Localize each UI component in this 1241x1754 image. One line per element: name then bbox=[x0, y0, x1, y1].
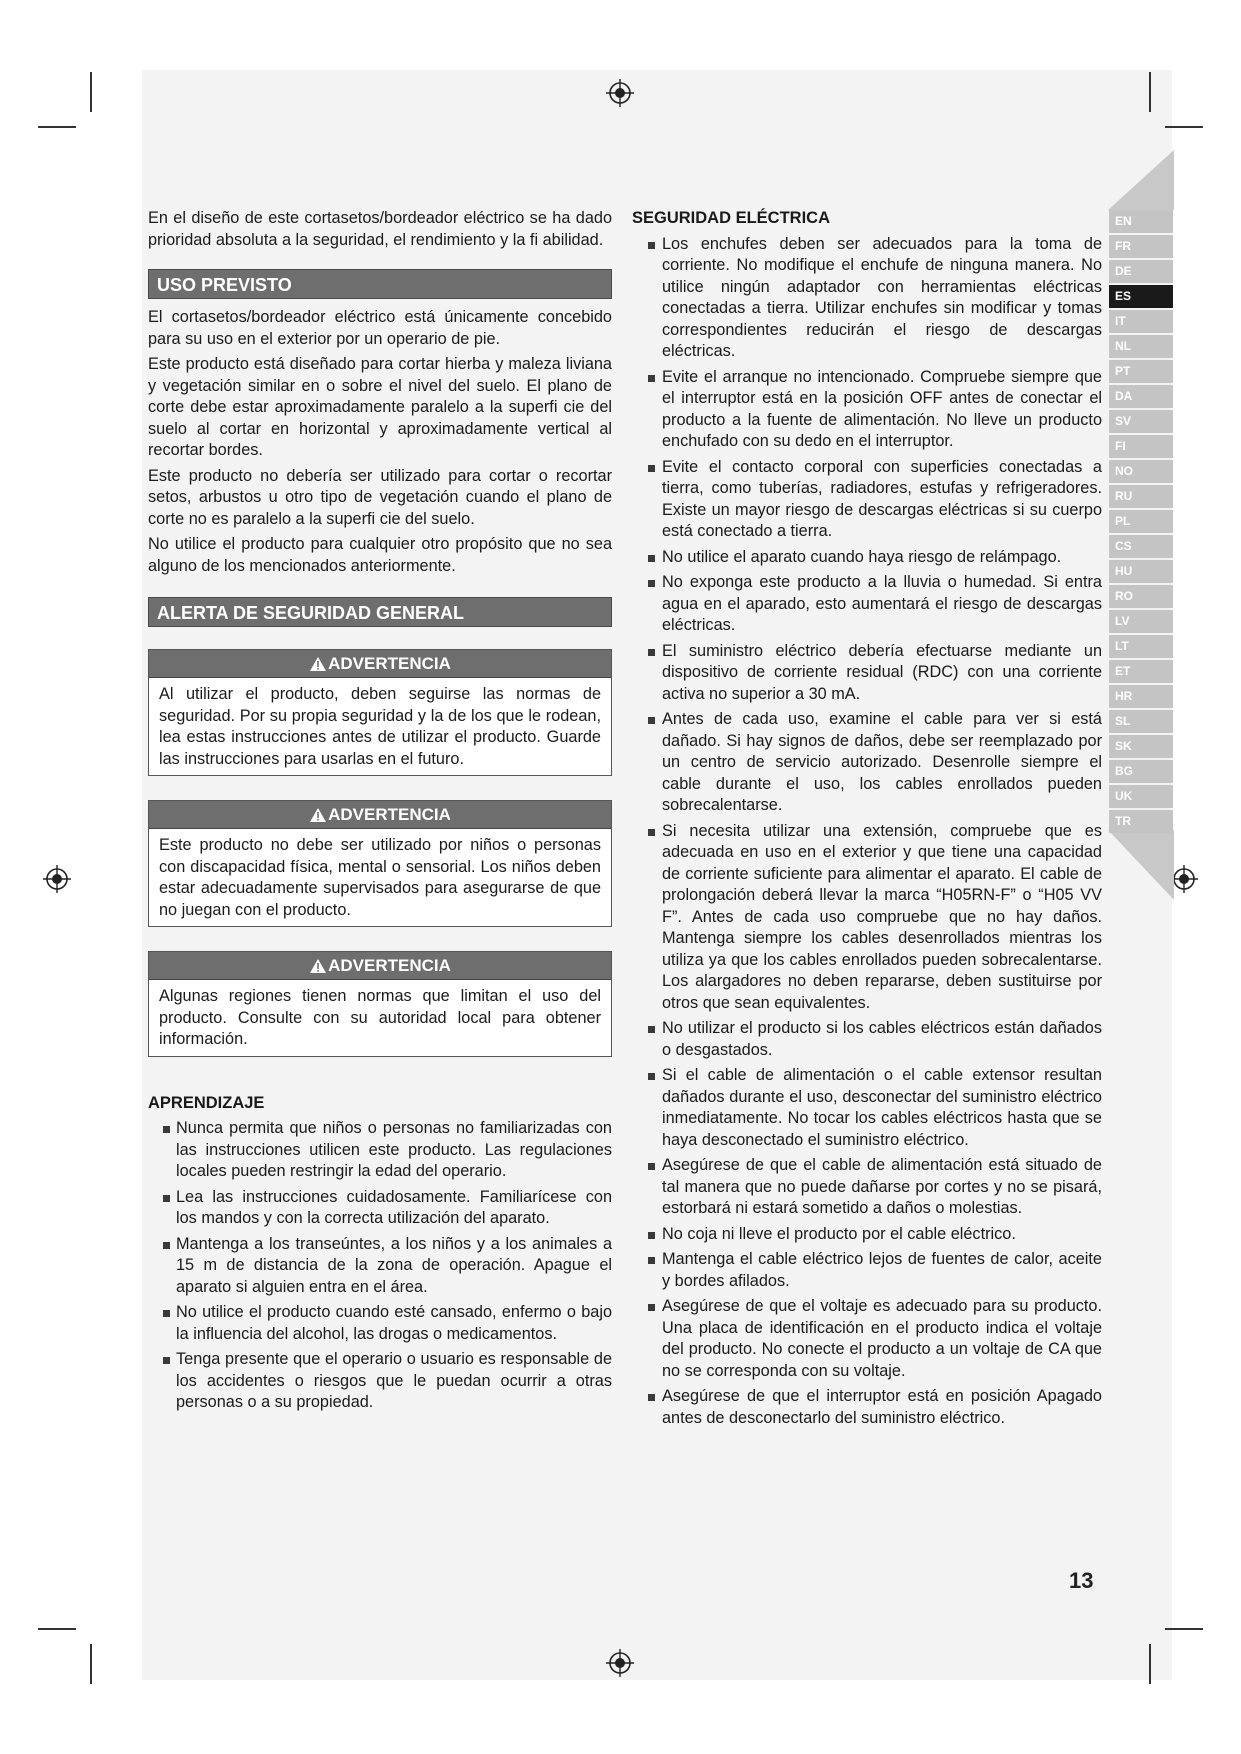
language-tab-de: DE bbox=[1109, 260, 1173, 283]
list-item: Los enchufes deben ser adecuados para la toma de corriente. No modifique el enchufe de ninguna manera. No utilice ningún adaptador con herramientas eléctricas conectadas a tierra. Utilizar enchufes sin modificar y tomas correspondientes reducirán el riesgo de descargas eléctricas. bbox=[632, 234, 1102, 363]
language-tab-pl: PL bbox=[1109, 510, 1173, 533]
language-tab-ro: RO bbox=[1109, 585, 1173, 608]
crop-mark bbox=[1165, 1628, 1203, 1630]
seguridad-electrica-list bbox=[632, 234, 1102, 1430]
crop-mark bbox=[1165, 126, 1203, 128]
section-heading-alerta: ALERTA DE SEGURIDAD GENERAL bbox=[148, 597, 612, 627]
language-tab-tr: TR bbox=[1109, 810, 1173, 833]
language-tab-lv: LV bbox=[1109, 610, 1173, 633]
intro-paragraph: En el diseño de este cortasetos/bordeador eléctrico se ha dado prioridad absoluta a la seguridad, el rendimiento y la fi abilidad. bbox=[148, 209, 612, 249]
paragraph: Este producto está diseñado para cortar hierba y maleza liviana y vegetación similar en o sobre el nivel del suelo. El plano de corte debe estar aproximadamente paralelo a la superfi cie del suelo al cortar en horizontal y aproximadamente vertical al recortar bordes. bbox=[148, 355, 612, 459]
crop-mark bbox=[1149, 72, 1151, 112]
warning-heading-text: ADVERTENCIA bbox=[328, 653, 451, 673]
list-item: Asegúrese de que el interruptor está en posición Apagado antes de desconectarlo del suministro eléctrico. bbox=[632, 1386, 1102, 1429]
list-item: No coja ni lleve el producto por el cable eléctrico. bbox=[632, 1224, 1102, 1246]
list-item: Nunca permita que niños o personas no familiarizadas con las instrucciones utilicen este producto. Las regulaciones locales pueden restringir la edad del operario. bbox=[148, 1118, 612, 1183]
list-item: Mantenga a los transeúntes, a los niños y a los animales a 15 m de distancia de la zona de operación. Apague el aparato si alguien entra en el área. bbox=[148, 1234, 612, 1299]
paragraph: No utilice el producto para cualquier otro propósito que no sea alguno de los mencionados anteriormente. bbox=[148, 535, 612, 575]
list-item: No utilizar el producto si los cables eléctricos están dañados o desgastados. bbox=[632, 1018, 1102, 1061]
language-tab-bg: BG bbox=[1109, 760, 1173, 783]
list-item: Evite el arranque no intencionado. Compruebe siempre que el interruptor está en la posición OFF antes de conectar el producto a la fuente de alimentación. No lleve un producto enchufado con su dedo en el interruptor. bbox=[632, 367, 1102, 453]
registration-mark-icon bbox=[605, 1648, 635, 1678]
language-tab-en: EN bbox=[1109, 210, 1173, 233]
language-tab-sk: SK bbox=[1109, 735, 1173, 758]
language-tab-hr: HR bbox=[1109, 685, 1173, 708]
list-item: Mantenga el cable eléctrico lejos de fuentes de calor, aceite y bordes afilados. bbox=[632, 1249, 1102, 1292]
warning-triangle-icon bbox=[309, 656, 327, 672]
language-tab-fi: FI bbox=[1109, 435, 1173, 458]
warning-text: Al utilizar el producto, deben seguirse las normas de seguridad. Por su propia seguridad y la de los que le rodean, lea estas instrucciones antes de utilizar el producto. Guarde las instrucciones para usarlas en el futuro. bbox=[159, 685, 601, 768]
language-tab-nl: NL bbox=[1109, 335, 1173, 358]
warning-text: Este producto no debe ser utilizado por niños o personas con discapacidad física, mental o sensorial. Los niños deben estar adecuadamente supervisados para asegurarse de que no juegan con el producto. bbox=[159, 836, 601, 919]
paragraph: El cortasetos/bordeador eléctrico está únicamente concebido para su uso en el exterior por un operario de pie. bbox=[148, 308, 612, 348]
aprendizaje-list bbox=[148, 1118, 612, 1414]
list-item: Tenga presente que el operario o usuario es responsable de los accidentes o riesgos que le puedan ocurrir a otras personas o a su propiedad. bbox=[148, 1349, 612, 1414]
language-tab-fr: FR bbox=[1109, 235, 1173, 258]
warning-heading-text: ADVERTENCIA bbox=[328, 804, 451, 824]
list-item: Lea las instrucciones cuidadosamente. Familiarícese con los mandos y con la correcta utilización del aparato. bbox=[148, 1187, 612, 1230]
right-column bbox=[632, 208, 1102, 1433]
subheading-aprendizaje: APRENDIZAJE bbox=[148, 1093, 265, 1112]
list-item: No exponga este producto a la lluvia o humedad. Si entra agua en el aparado, esto aumentará el riesgo de descargas eléctricas. bbox=[632, 572, 1102, 637]
warning-box bbox=[148, 951, 612, 1057]
list-item: Si el cable de alimentación o el cable extensor resultan dañados durante el uso, desconectar del suministro eléctrico inmediatamente. No tocar los cables eléctricos hasta que se haya desconectado el suministro eléctrico. bbox=[632, 1065, 1102, 1151]
crop-mark bbox=[38, 1628, 76, 1630]
language-tab-sl: SL bbox=[1109, 710, 1173, 733]
page-number: 13 bbox=[1069, 1568, 1094, 1593]
crop-mark bbox=[90, 72, 92, 112]
paragraph: Este producto no debería ser utilizado para cortar o recortar setos, arbustos u otro tipo de vegetación cuando el plano de corte no es paralelo a la superfi cie del suelo. bbox=[148, 466, 612, 528]
left-column bbox=[148, 208, 612, 1418]
list-item: Evite el contacto corporal con superficies conectadas a tierra, como tuberías, radiadores, estufas y refrigeradores. Existe un mayor riesgo de descargas eléctricas si su cuerpo está conectado a tierra. bbox=[632, 457, 1102, 543]
list-item: Antes de cada uso, examine el cable para ver si está dañado. Si hay signos de daños, debe ser reemplazado por un centro de servicio autorizado. Desenrolle siempre el cable durante el uso, los cables enrollados pueden sobrecalentarse. bbox=[632, 709, 1102, 817]
language-tab-sv: SV bbox=[1109, 410, 1173, 433]
language-tab-it: IT bbox=[1109, 310, 1173, 333]
list-item: Si necesita utilizar una extensión, compruebe que es adecuada en uso en el exterior y que tiene una capacidad de corriente suficiente para alimentar el aparato. El cable de prolongación deberá llevar la marca “H05RN-F” o “H05 VV F”. Antes de cada uso compruebe que no hay daños. Mantenga siempre los cables desenrollados mientras los utiliza ya que los cables enrollados pueden sobrecalentarse. Los alargadores no deben repararse, deben sustituirse por otros que sean equivalentes. bbox=[632, 821, 1102, 1015]
language-index bbox=[1109, 210, 1173, 835]
subheading-seguridad-electrica: SEGURIDAD ELÉCTRICA bbox=[632, 209, 831, 227]
language-tab-uk: UK bbox=[1109, 785, 1173, 808]
warning-header bbox=[149, 650, 611, 678]
list-item: El suministro eléctrico debería efectuarse mediante un dispositivo de corriente residual (RDC) con una corriente activa no superior a 30 mA. bbox=[632, 641, 1102, 706]
registration-mark-icon bbox=[605, 78, 635, 108]
warning-text: Algunas regiones tienen normas que limitan el uso del producto. Consulte con su autoridad local para obtener información. bbox=[159, 987, 601, 1048]
list-item: No utilice el producto cuando esté cansado, enfermo o bajo la influencia del alcohol, las drogas o medicamentos. bbox=[148, 1302, 612, 1345]
language-tab-pt: PT bbox=[1109, 360, 1173, 383]
warning-triangle-icon bbox=[309, 958, 327, 974]
crop-mark bbox=[90, 1644, 92, 1684]
warning-triangle-icon bbox=[309, 807, 327, 823]
section-heading-uso-previsto: USO PREVISTO bbox=[148, 269, 612, 299]
list-item: No utilice el aparato cuando haya riesgo de relámpago. bbox=[632, 547, 1102, 569]
language-tab-hu: HU bbox=[1109, 560, 1173, 583]
list-item: Asegúrese de que el cable de alimentación está situado de tal manera que no puede dañarse por cortes y no se pisará, estorbará ni estará sometido a daños o molestias. bbox=[632, 1155, 1102, 1220]
list-item: Asegúrese de que el voltaje es adecuado para su producto. Una placa de identificación en el producto indica el voltaje del producto. No conecte el producto a un voltaje de CA que no se corresponda con su voltaje. bbox=[632, 1296, 1102, 1382]
language-tab-es: ES bbox=[1109, 285, 1173, 308]
warning-header bbox=[149, 801, 611, 829]
registration-mark-icon bbox=[42, 864, 72, 894]
language-tab-ru: RU bbox=[1109, 485, 1173, 508]
crop-mark bbox=[38, 126, 76, 128]
warning-heading-text: ADVERTENCIA bbox=[328, 955, 451, 975]
language-tab-et: ET bbox=[1109, 660, 1173, 683]
warning-box bbox=[148, 800, 612, 927]
language-tab-da: DA bbox=[1109, 385, 1173, 408]
language-tab-cs: CS bbox=[1109, 535, 1173, 558]
warning-header bbox=[149, 952, 611, 980]
language-tab-lt: LT bbox=[1109, 635, 1173, 658]
crop-mark bbox=[1149, 1644, 1151, 1684]
language-tab-no: NO bbox=[1109, 460, 1173, 483]
warning-box bbox=[148, 649, 612, 776]
